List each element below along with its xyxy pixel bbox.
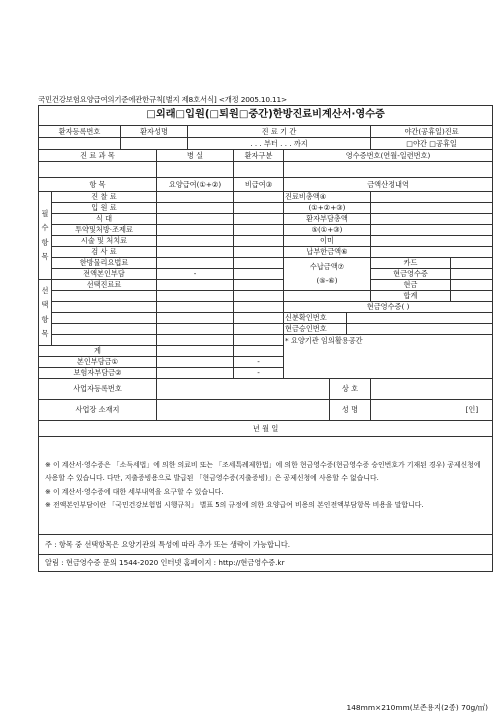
cash-receipt-field[interactable] xyxy=(451,269,493,280)
item-row: 검 사 료 xyxy=(52,247,157,258)
ward-field[interactable] xyxy=(157,162,234,178)
insured-cell[interactable] xyxy=(157,291,234,302)
approval-number-field[interactable] xyxy=(347,324,493,335)
item-row: 투약및처방·조제료 xyxy=(52,225,157,236)
noncovered-cell[interactable] xyxy=(234,269,284,280)
form-title: □외래□입원(□퇴원□중간)한방진료비계산서·영수증 xyxy=(39,106,493,126)
insured-cell[interactable] xyxy=(157,236,234,247)
institution-memo-area[interactable]: * 요양기관 임의활용공간 xyxy=(284,335,493,379)
optional-blank[interactable] xyxy=(52,302,157,313)
item-row: 진 찰 료 xyxy=(52,192,157,203)
blank-cell xyxy=(284,291,371,302)
item-row: 전액본인부담 xyxy=(52,269,157,280)
noncovered-cell[interactable] xyxy=(234,302,284,313)
summary-total-insured[interactable] xyxy=(157,346,234,357)
optional-blank[interactable] xyxy=(52,335,157,346)
patient-total-formula: ⑤(①+③) xyxy=(284,225,371,236)
noncovered-cell[interactable] xyxy=(234,214,284,225)
item-header: 항 목 xyxy=(39,178,157,192)
noncovered-cell[interactable] xyxy=(234,203,284,214)
id-number-field[interactable] xyxy=(347,313,493,324)
insured-header: 요양급여(①+②) xyxy=(157,178,234,192)
noncovered-cell[interactable] xyxy=(234,236,284,247)
sum-label: 합계 xyxy=(371,291,451,302)
insured-cell[interactable] xyxy=(157,225,234,236)
approval-number-label: 현금승인번호 xyxy=(284,324,347,335)
trade-name-field[interactable] xyxy=(371,379,493,400)
calculation-header: 금액산정내역 xyxy=(284,178,493,192)
night-holiday-label: 야간(공휴일)진료 xyxy=(371,126,493,138)
note-2: ※ 이 계산서·영수증에 대한 세부내역을 요구할 수 있습니다. xyxy=(45,487,224,496)
issue-date[interactable]: 년 월 일 xyxy=(39,421,493,437)
receipt-form xyxy=(38,105,493,572)
patient-total-field-2[interactable] xyxy=(371,225,493,236)
total-cost-field[interactable] xyxy=(371,192,493,203)
self-pay-field[interactable] xyxy=(157,357,234,368)
receipt-number-label: 영수증번호(연월-일련번호) xyxy=(284,150,493,162)
patient-total-field[interactable] xyxy=(371,214,493,225)
patient-reg-no-label: 환자등록번호 xyxy=(39,126,121,138)
insured-cell[interactable] xyxy=(157,302,234,313)
card-label: 카드 xyxy=(371,258,451,269)
insured-cell[interactable] xyxy=(157,324,234,335)
insured-cell[interactable] xyxy=(157,258,234,269)
optional-items-group: 선 택 항 목 xyxy=(39,280,52,346)
insurer-pay-label: 보험자부담금② xyxy=(39,368,157,379)
cash-label: 현금 xyxy=(371,280,451,291)
business-reg-field[interactable] xyxy=(157,379,330,400)
receipt-number-field[interactable] xyxy=(284,162,493,178)
total-cost-field-2[interactable] xyxy=(371,203,493,214)
night-holiday-checkboxes[interactable]: □야간 □공휴일 xyxy=(371,138,493,150)
patient-name-label: 환자성명 xyxy=(121,126,188,138)
insured-cell[interactable] xyxy=(157,280,234,291)
cash-field[interactable] xyxy=(451,280,493,291)
business-address-label: 사업장 소재지 xyxy=(39,400,157,421)
insured-cell[interactable] xyxy=(157,335,234,346)
optional-items-note: 주 : 항목 중 선택항목은 요양기관의 특성에 따라 추가 또는 생략이 가능합니다. xyxy=(39,535,493,555)
amount-due-label: 수납금액⑦ (⑤-⑥) xyxy=(284,258,371,291)
insured-cell[interactable] xyxy=(157,247,234,258)
summary-total-label: 계 xyxy=(39,346,157,357)
required-items-group: 필 수 항 목 xyxy=(39,192,52,280)
fullpay-dash: - xyxy=(157,269,234,280)
department-label: 진 료 과 목 xyxy=(39,150,157,162)
noncovered-cell[interactable] xyxy=(234,313,284,324)
optional-blank[interactable] xyxy=(52,313,157,324)
patient-total-label: 환자부담총액 xyxy=(284,214,371,225)
noncovered-cell[interactable] xyxy=(234,335,284,346)
business-reg-label: 사업자등록번호 xyxy=(39,379,157,400)
noncovered-cell[interactable] xyxy=(234,258,284,269)
item-row: 한방물리요법료 xyxy=(52,258,157,269)
summary-total-noncov[interactable] xyxy=(234,346,284,357)
self-pay-dash: - xyxy=(234,357,284,368)
cash-receipt-label: 현금영수증 xyxy=(371,269,451,280)
paper-spec: 148mm×210mm(보존용지(2종) 70g/㎡) xyxy=(346,703,488,712)
insured-cell[interactable] xyxy=(157,192,234,203)
optional-blank[interactable] xyxy=(52,324,157,335)
patient-reg-no-field[interactable] xyxy=(39,138,121,150)
self-pay-label: 본인부담금① xyxy=(39,357,157,368)
noncovered-cell[interactable] xyxy=(234,291,284,302)
ward-label: 병 실 xyxy=(157,150,234,162)
already-paid-label-2: 납부한금액⑥ xyxy=(284,247,371,258)
card-field[interactable] xyxy=(451,258,493,269)
noncovered-cell[interactable] xyxy=(234,280,284,291)
optional-blank[interactable] xyxy=(52,291,157,302)
item-row: 입 원 료 xyxy=(52,203,157,214)
noncovered-cell[interactable] xyxy=(234,324,284,335)
form-legal-reference: 국민건강보험요양급여의기준에관한규칙[별지 제8호서식] <개정 2005.10.11> xyxy=(38,95,288,104)
insured-cell[interactable] xyxy=(157,203,234,214)
sum-field[interactable] xyxy=(451,291,493,302)
department-field[interactable] xyxy=(39,162,157,178)
noncovered-header: 비급여③ xyxy=(234,178,284,192)
representative-name-label: 성 명 xyxy=(330,400,371,421)
cash-receipt-contact: 알림 : 현금영수증 문의 1544-2020 인터넷 홈페이지 : http://현금영수증.kr xyxy=(39,555,493,572)
item-row: 시술 및 처치료 xyxy=(52,236,157,247)
treatment-period-field[interactable]: . . . 부터 . . . 까지 xyxy=(188,138,371,150)
patient-name-field[interactable] xyxy=(121,138,188,150)
noncovered-cell[interactable] xyxy=(234,247,284,258)
total-cost-label: 진료비총액④ xyxy=(284,192,371,203)
trade-name-label: 상 호 xyxy=(330,379,371,400)
note-1: ※ 이 계산서·영수증은 「소득세법」에 의한 의료비 또는 「조세특례제한법」에 의한 현금영수증(현금영수증 승인번호가 기재된 경우) 공제신청에 사용할 수 있습니다. 다만, 지출증빙용으로 발급된 「현금영수증(지출증빙)」은 공제신청에 사용할 수 없습니다. xyxy=(45,461,481,483)
note-3: ※ 전액본인부담이란 「국민건강보험법 시행규칙」 별표 5의 규정에 의한 요양급여 비용의 본인전액부담항목 비용을 말합니다. xyxy=(45,500,424,509)
cash-receipt-number[interactable]: 현금영수증( ) xyxy=(284,302,493,313)
item-row: 식 대 xyxy=(52,214,157,225)
patient-type-label: 환자구분 xyxy=(234,150,284,162)
id-number-label: 신분확인번호 xyxy=(284,313,347,324)
insurer-pay-field[interactable] xyxy=(157,368,234,379)
optional-row: 선택진료료 xyxy=(52,280,157,291)
already-paid-field[interactable] xyxy=(371,236,493,247)
noncovered-cell[interactable] xyxy=(234,192,284,203)
patient-type-field[interactable] xyxy=(234,162,284,178)
total-cost-formula: (①+②+③) xyxy=(284,203,371,214)
insurer-pay-dash: - xyxy=(234,368,284,379)
insured-cell[interactable] xyxy=(157,214,234,225)
treatment-period-label: 진 료 기 간 xyxy=(188,126,371,138)
business-address-field[interactable] xyxy=(157,400,330,421)
noncovered-cell[interactable] xyxy=(234,225,284,236)
already-paid-label: 이미 xyxy=(284,236,371,247)
already-paid-field-2[interactable] xyxy=(371,247,493,258)
seal-field[interactable]: [인] xyxy=(371,400,493,421)
notes-block xyxy=(39,437,493,535)
insured-cell[interactable] xyxy=(157,313,234,324)
